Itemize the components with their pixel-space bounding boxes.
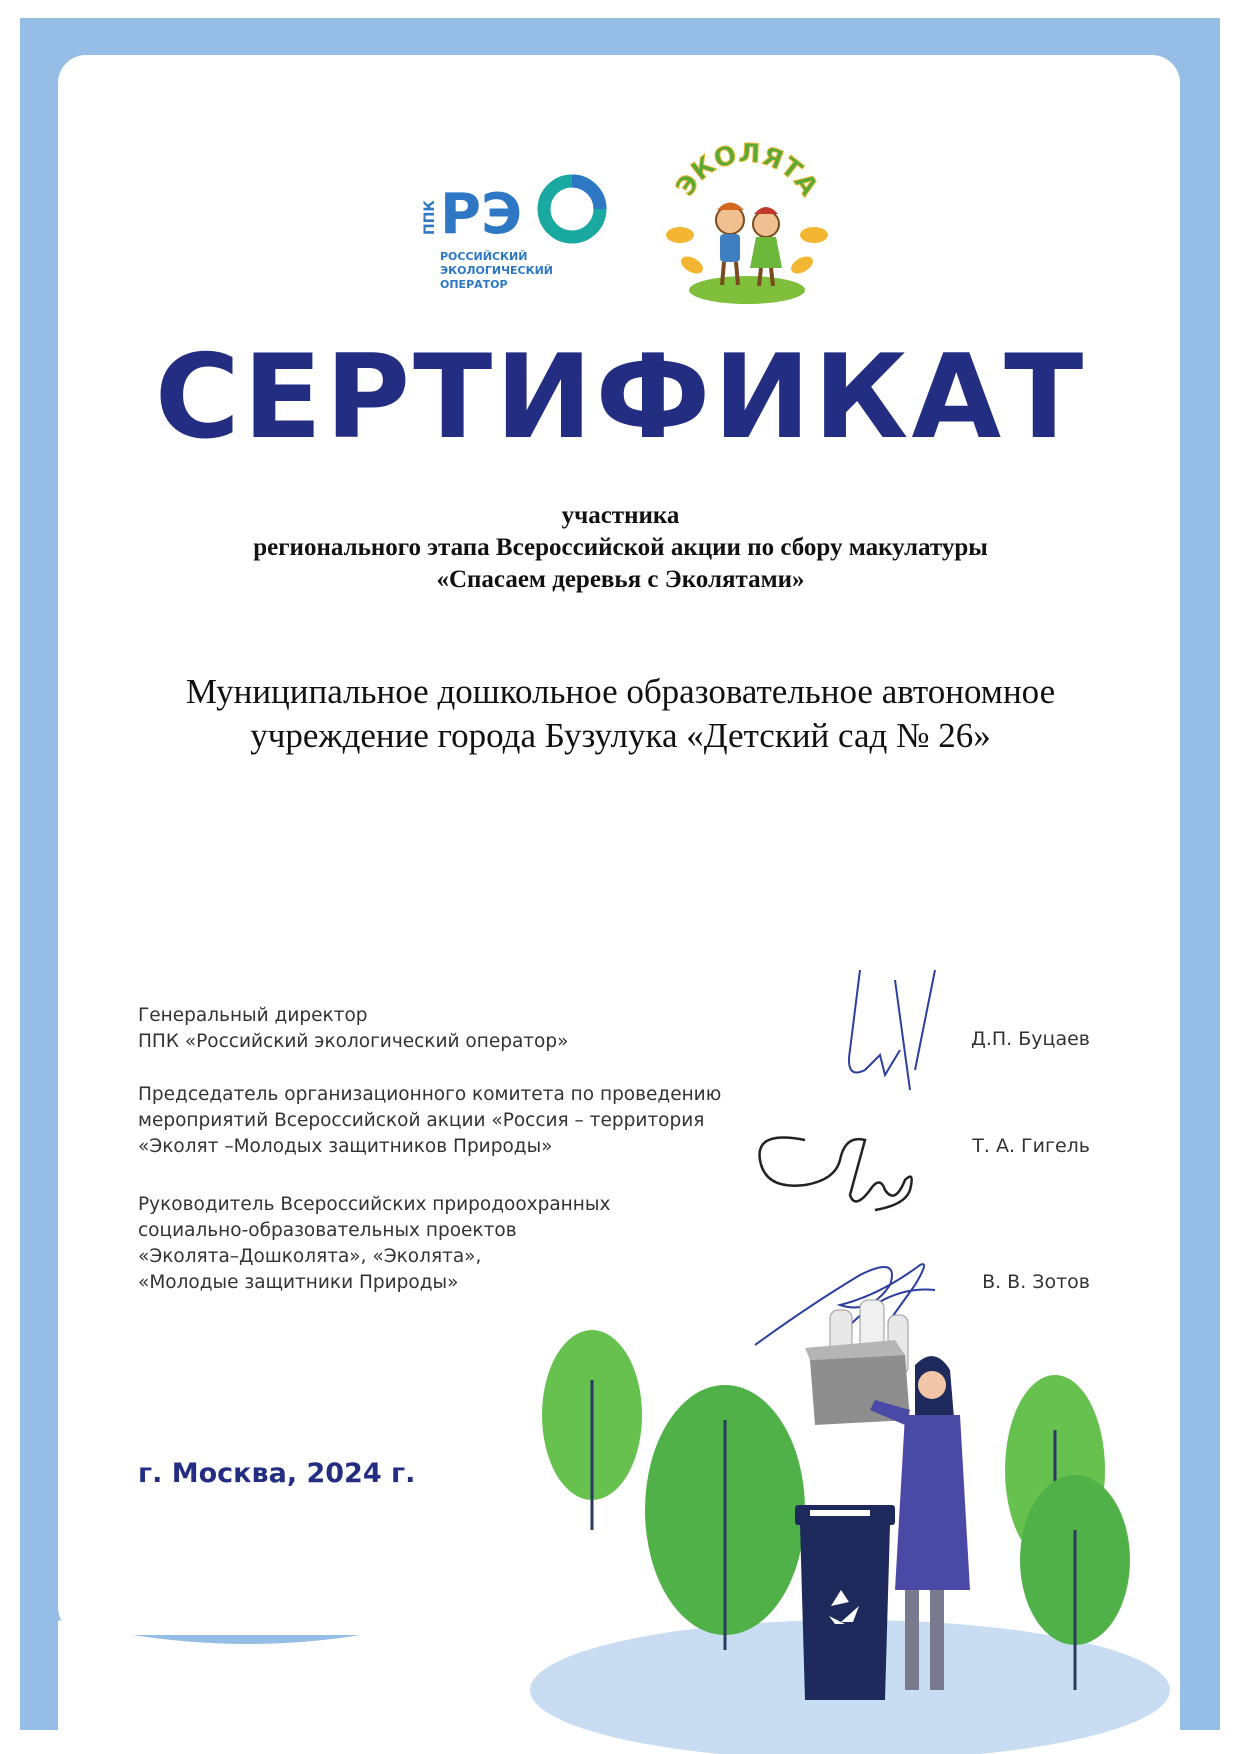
recipient-line-2: учреждение города Бузулука «Детский сад № 26»	[250, 716, 991, 755]
ekolyata-mark: ЭКОЛЯТА	[670, 140, 824, 202]
recipient-name	[0, 670, 1241, 758]
subtitle-line-2: регионального этапа Всероссийской акции по сбору макулатуры	[253, 534, 988, 561]
signatory-1-name: Д.П. Буцаев	[971, 1028, 1090, 1050]
signatory-2-position	[138, 1082, 778, 1160]
signatory-1-line-2: ППК «Российский экологический оператор»	[138, 1031, 569, 1052]
reo-mark: РЭ	[440, 182, 523, 247]
recycling-bin-icon	[795, 1505, 895, 1700]
tree-icon	[542, 1330, 642, 1530]
subtitle-line-3: «Спасаем деревья с Эколятами»	[436, 566, 805, 593]
signatory-3-line-4: «Молодые защитники Природы»	[138, 1272, 459, 1293]
signatory-2-line-2: мероприятий Всероссийской акции «Россия – территория	[138, 1110, 705, 1131]
kids-icon	[716, 203, 782, 287]
signatory-1-line-1: Генеральный директор	[138, 1005, 368, 1026]
certificate-subtitle	[0, 500, 1241, 596]
sun-rays-icon	[666, 227, 828, 277]
signatory-2-name: Т. А. Гигель	[972, 1135, 1090, 1157]
subtitle-line-1: участника	[561, 502, 680, 529]
reo-abbr: ППК	[422, 200, 438, 235]
signatory-3-line-2: социально-образовательных проектов	[138, 1220, 517, 1241]
reo-ring-icon	[544, 181, 600, 237]
signatory-1-position	[138, 1003, 778, 1055]
reo-logo	[420, 165, 620, 305]
signatory-3-name: В. В. Зотов	[982, 1271, 1090, 1293]
reo-line-3: ОПЕРАТОР	[440, 278, 508, 291]
reo-line-2: ЭКОЛОГИЧЕСКИЙ	[440, 264, 553, 277]
reo-line-1: РОССИЙСКИЙ	[440, 250, 528, 263]
recipient-line-1: Муниципальное дошкольное образовательное автономное	[185, 672, 1056, 711]
grass-icon	[689, 276, 805, 304]
signatory-2-line-3: «Эколят –Молодых защитников Природы»	[138, 1136, 553, 1157]
place-date: г. Москва, 2024 г.	[138, 1458, 416, 1489]
signatory-3-line-1: Руководитель Всероссийских природоохранных	[138, 1194, 611, 1215]
signatory-3-line-3: «Эколята–Дошколята», «Эколята»,	[138, 1246, 482, 1267]
certificate-title: СЕРТИФИКАТ	[154, 330, 1087, 465]
signatory-2-line-1: Председатель организационного комитета по проведению	[138, 1084, 722, 1105]
recycling-illustration	[0, 1260, 1241, 1754]
ekolyata-logo	[662, 140, 832, 310]
